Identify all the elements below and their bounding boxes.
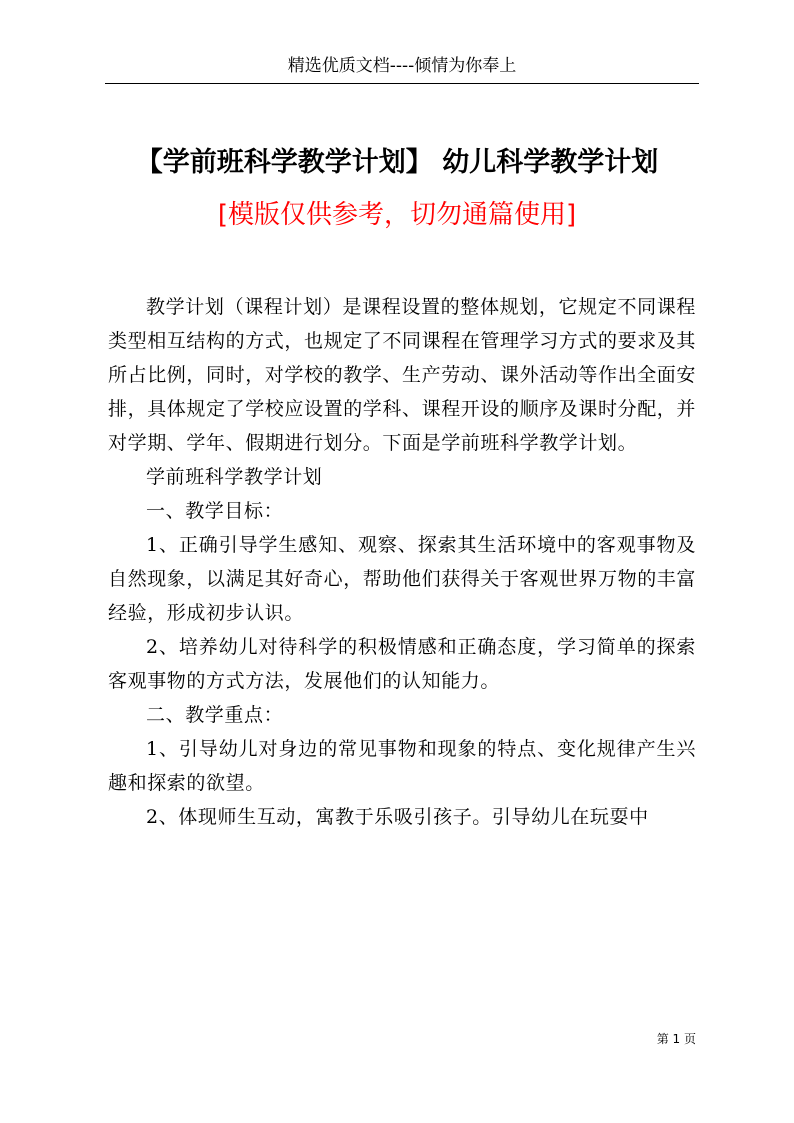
- page-header: 精选优质文档----倾情为你奉上: [287, 56, 517, 76]
- template-notice: [模版仅供参考，切勿通篇使用]: [217, 200, 577, 230]
- section-heading: 学前班科学教学计划: [146, 466, 323, 488]
- list-item: 2、培养幼儿对待科学的积极情感和正确态度，学习简单的探索客观事物的方式方法，发展他们的认知能力。: [108, 636, 696, 692]
- document-body: [108, 290, 696, 834]
- list-item: 2、体现师生互动，寓教于乐吸引孩子。引导幼儿在玩耍中: [146, 806, 649, 828]
- list-item: 1、引导幼儿对身边的常见事物和现象的特点、变化规律产生兴趣和探索的欲望。: [108, 738, 696, 794]
- list-item: 1、正确引导学生感知、观察、探索其生活环境中的客观事物及自然现象，以满足其好奇心，帮助他们获得关于客观世界万物的丰富经验，形成初步认识。: [108, 534, 697, 624]
- header-divider: [105, 83, 699, 84]
- page-number: 第 1 页: [656, 1032, 696, 1046]
- section-heading: 一、教学目标：: [146, 500, 284, 522]
- intro-paragraph: 教学计划（课程计划）是课程设置的整体规划，它规定不同课程类型相互结构的方式，也规定了不同课程在管理学习方式的要求及其所占比例，同时，对学校的教学、生产劳动、课外活动等作出全面安排，具体规定了学校应设置的学科、课程开设的顺序及课时分配，并对学期、学年、假期进行划分。下面是学前班科学教学计划。: [108, 296, 697, 454]
- section-heading: 二、教学重点：: [146, 704, 284, 726]
- document-title: 【学前班科学教学计划】 幼儿科学教学计划: [135, 147, 659, 178]
